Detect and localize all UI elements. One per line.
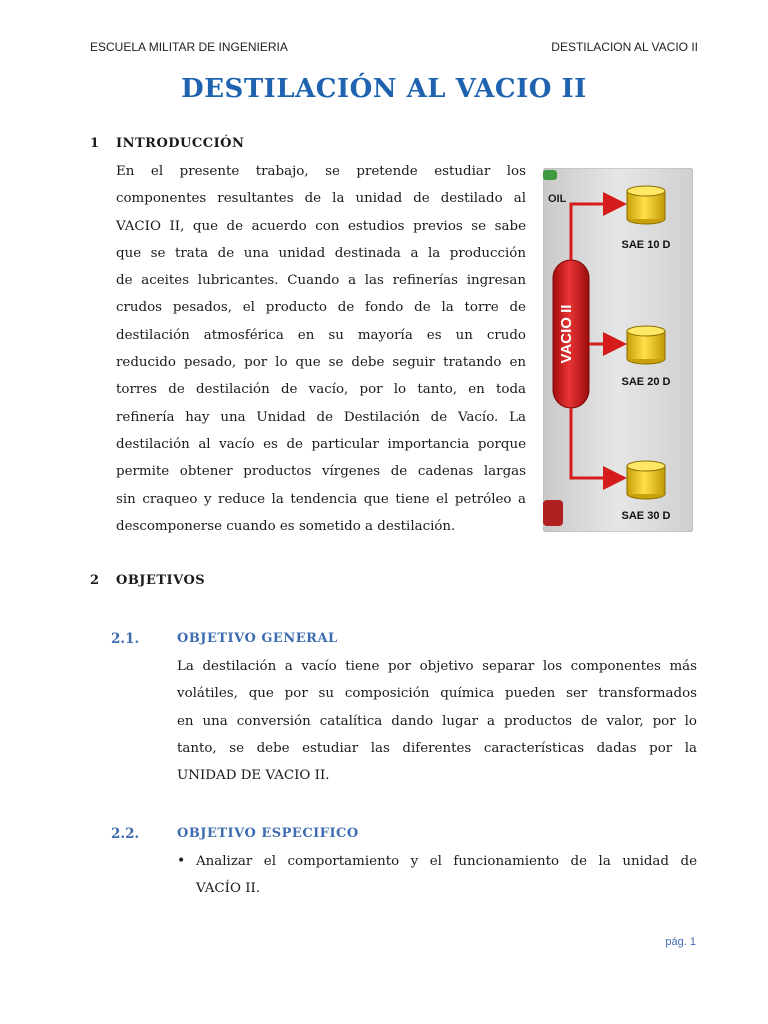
bullet-icon: • bbox=[177, 853, 186, 869]
intro-line: refinería hay una Unidad de Destilación de Vacío. La bbox=[116, 409, 526, 425]
general-objective-line: UNIDAD DE VACIO II. bbox=[177, 768, 330, 784]
vacuum-unit-diagram bbox=[543, 168, 693, 532]
output-label-2: SAE 20 D bbox=[621, 376, 671, 388]
subsection-2-2-heading: OBJETIVO ESPECIFICO bbox=[177, 826, 359, 841]
intro-line: torres de destilación de vacío, por lo tanto, en toda bbox=[116, 382, 526, 398]
feed-pipe-lower bbox=[543, 500, 563, 526]
tank-sae30 bbox=[627, 461, 665, 499]
intro-line: reducido pesado, por lo que se debe seguir tratando en bbox=[116, 355, 526, 371]
tank-sae20 bbox=[627, 326, 665, 364]
output-label-1: SAE 10 D bbox=[621, 239, 671, 251]
specific-objective-bullet bbox=[177, 848, 697, 904]
header-right: DESTILACION AL VACIO II bbox=[551, 40, 698, 54]
intro-line: crudos pesados, el producto de fondo de la torre de bbox=[116, 300, 526, 316]
intro-line: permite obtener productos vírgenes de cadenas largas bbox=[116, 464, 526, 480]
output-label-3: SAE 30 D bbox=[621, 510, 671, 522]
intro-line: que se trata de una unidad destinada a la producción bbox=[116, 245, 526, 261]
intro-line: destilación atmosférica en su mayoría es un crudo bbox=[116, 327, 526, 343]
intro-line: de aceites lubricantes. Cuando a las refinerías ingresan bbox=[116, 273, 526, 289]
section-1-heading: INTRODUCCIÓN bbox=[116, 136, 245, 151]
section-2-heading: OBJETIVOS bbox=[116, 573, 206, 588]
subsection-2-1-number: 2.1. bbox=[111, 631, 140, 647]
column-label: VACIO II bbox=[558, 304, 575, 364]
general-objective-line: La destilación a vacío tiene por objetivo separar los componentes más bbox=[177, 659, 697, 674]
subsection-2-2-number: 2.2. bbox=[111, 826, 140, 842]
general-objective-paragraph bbox=[177, 653, 697, 789]
feed-pipe-green bbox=[543, 170, 557, 180]
document-title: DESTILACIÓN AL VACIO II bbox=[181, 74, 587, 104]
header-left: ESCUELA MILITAR DE INGENIERIA bbox=[90, 40, 288, 54]
intro-paragraph bbox=[116, 158, 526, 540]
intro-line: componentes resultantes de la unidad de destilado al bbox=[116, 191, 526, 207]
specific-objective-line: VACÍO II. bbox=[196, 881, 261, 897]
intro-line: destilación al vacío es de particular importancia porque bbox=[116, 436, 526, 452]
subsection-2-1-heading: OBJETIVO GENERAL bbox=[177, 631, 338, 646]
specific-objective-line: Analizar el comportamiento y el funcionamiento de la unidad de bbox=[196, 854, 697, 869]
tank-sae10 bbox=[627, 186, 665, 224]
section-2-number: 2 bbox=[90, 573, 100, 588]
section-1-number: 1 bbox=[90, 136, 100, 151]
general-objective-line: volátiles, que por su composición química pueden ser transformados bbox=[177, 686, 697, 702]
intro-line: descomponerse cuando es sometido a destilación. bbox=[116, 518, 456, 534]
intro-line: VACIO II, que de acuerdo con estudios previos se sabe bbox=[116, 218, 526, 234]
specific-objective-text bbox=[196, 848, 697, 903]
page-number: pág. 1 bbox=[665, 936, 696, 948]
intro-line: sin craqueo y reduce la tendencia que tiene el petróleo a bbox=[116, 491, 526, 507]
intro-line: En el presente trabajo, se pretende estudiar los bbox=[116, 164, 526, 179]
general-objective-line: en una conversión catalítica dando lugar a productos de valor, por lo bbox=[177, 713, 697, 729]
feed-label: OIL bbox=[548, 193, 567, 205]
general-objective-line: tanto, se debe estudiar las diferentes características dadas por la bbox=[177, 740, 697, 756]
